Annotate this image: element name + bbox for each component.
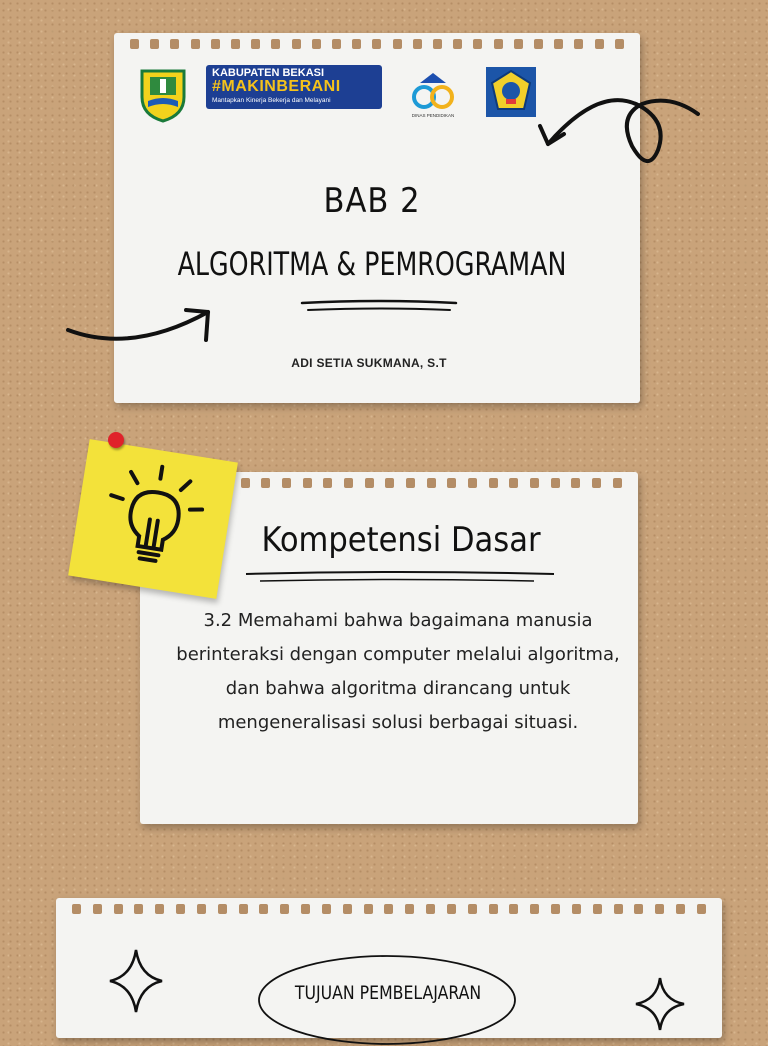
banner-line-3: Mantapkan Kinerja Bekerja dan Melayani (212, 97, 331, 104)
competency-body: 3.2 Memahami bahwa bagaimana manusia berinteraksi dengan computer melalui algoritma, dan bahwa algoritma dirancang untuk mengeneralisasi solusi berbagai situasi. (176, 610, 620, 733)
banner-line-2: #MAKINBERANI (212, 78, 341, 95)
dinas-pendidikan-caption: DINAS PENDIDIKAN (411, 113, 455, 118)
curved-arrow-left (62, 296, 222, 360)
kabupaten-bekasi-banner (206, 65, 382, 109)
dinas-pendidikan-logo (404, 69, 462, 123)
chapter-title: ALGORITMA & PEMROGRAMAN (177, 245, 567, 283)
spiral-holes (220, 478, 622, 490)
chapter-label: BAB 2 (323, 181, 421, 221)
objectives-heading: TUJUAN PEMBELAJARAN (294, 982, 482, 1004)
spiral-holes (72, 904, 706, 916)
lightbulb-icon (92, 454, 216, 580)
pushpin-icon (108, 432, 124, 448)
heading-underline (244, 570, 556, 584)
objectives-card (56, 898, 722, 1038)
banner-line-1: KABUPATEN BEKASI (212, 67, 325, 79)
bekasi-regency-emblem (138, 67, 188, 123)
author-name: ADI SETIA SUKMANA, S.T (291, 356, 447, 370)
sparkle-icon-right (630, 974, 690, 1034)
sparkle-icon-left (106, 946, 166, 1016)
spiral-holes (130, 39, 624, 51)
curly-arrow-right (520, 74, 710, 184)
competency-heading: Kompetensi Dasar (261, 520, 541, 560)
sticky-note (68, 439, 238, 599)
title-underline (298, 297, 460, 315)
